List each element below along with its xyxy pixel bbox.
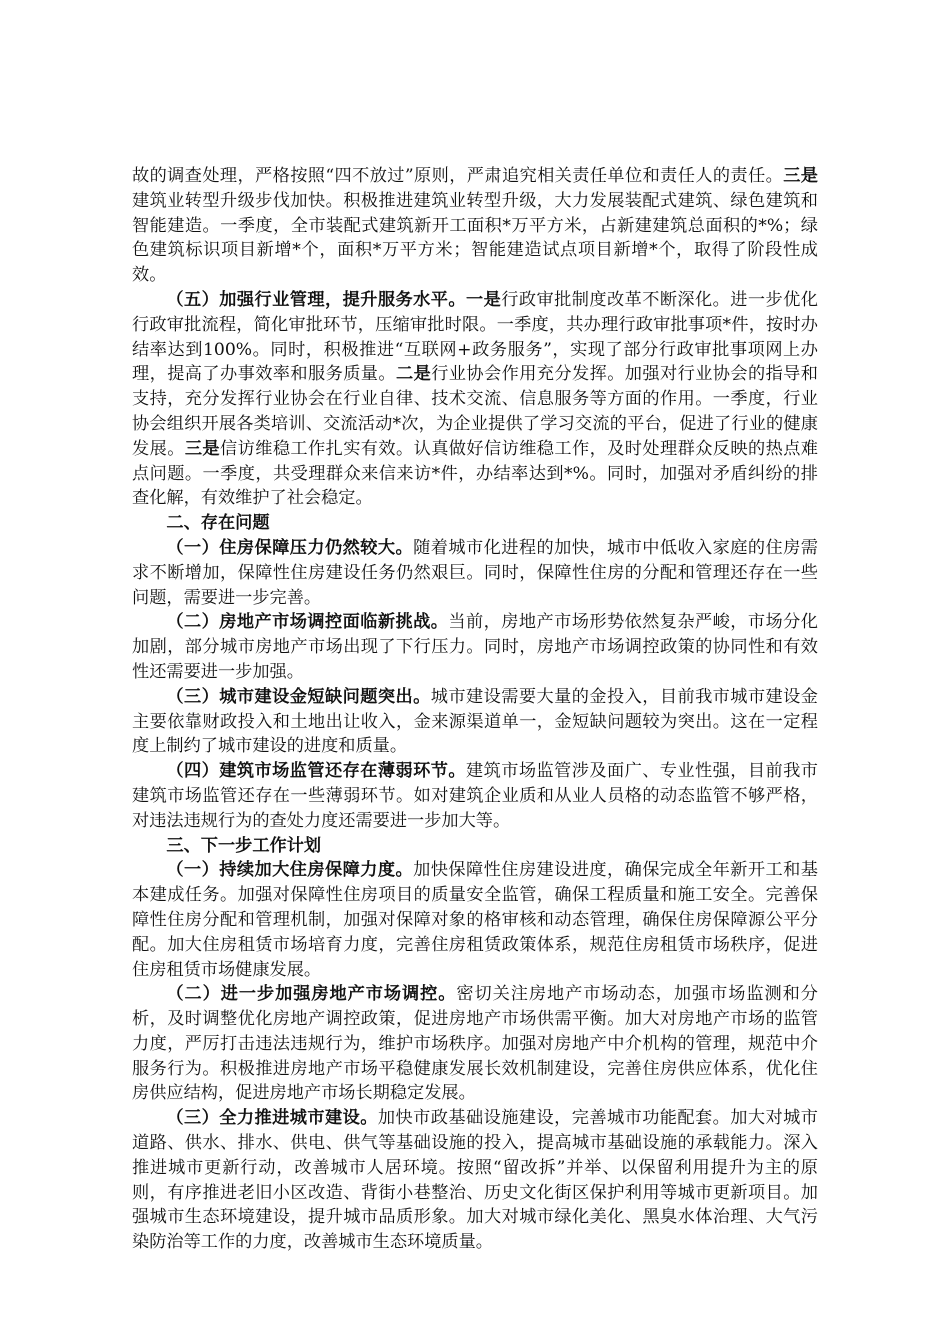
text-run: 随着城市化进程的加快，城市中低收入家庭的住房需求不断增加，保障性住房建设任务仍然艰巨。同时，保障性住房的分配和管理还存在一些问题，需要进一步完善。 <box>132 537 818 608</box>
text-run-bold: 三是 <box>184 438 221 459</box>
text-run: 密切关注房地产市场动态，加强市场监测和分析，及时调整优化房地产调控政策，促进房地产市场供需平衡。加大对房地产市场的监管力度，严厉打击违法违规行为，维护市场秩序。加强对房地产中介机构的管理，规范中介服务行为。积极推进房地产市场平稳健康发展长效机制建设，完善住房供应体系，优化住房供应结构，促进房地产市场长期稳定发展。 <box>132 984 818 1104</box>
paragraph-p6 <box>132 759 818 833</box>
text-run: 建筑业转型升级步伐加快。积极推进建筑业转型升级，大力发展装配式建筑、绿色建筑和智能建造。一季度，全市装配式建筑新开工面积*万平方米，占新建建筑总面积的*%；绿色建筑标识项目新增*个，面积*万平方米；智能建造试点项目新增*个，取得了阶段性成效。 <box>132 190 818 286</box>
text-run-bold: （三）城市建设金短缺问题突出。 <box>166 686 431 707</box>
text-run: 加快保障性住房建设进度，确保完成全年新开工和基本建成任务。加强对保障性住房项目的质量安全监管，确保工程质量和施工安全。完善保障性住房分配和管理机制，加强对保障对象的格审核和动态管理，确保住房保障源公平分配。加大住房租赁市场培育力度，完善住房租赁政策体系，规范住房租赁市场秩序，促进住房租赁市场健康发展。 <box>132 860 818 980</box>
paragraph-p7 <box>132 858 818 982</box>
section-heading-next-steps <box>132 834 818 859</box>
text-run-bold: （一）持续加大住房保障力度。 <box>166 860 414 881</box>
text-run-bold: （二）房地产市场调控面临新挑战。 <box>166 612 449 633</box>
heading-text: 三、下一步工作计划 <box>166 835 322 856</box>
section-heading-problems <box>132 511 818 536</box>
paragraph-p4 <box>132 610 818 684</box>
document-page <box>132 164 818 1255</box>
text-run: 城市建设需要大量的金投入，目前我市城市建设金主要依靠财政投入和土地出让收入，金来源渠道单一，金短缺问题较为突出。这在一定程度上制约了城市建设的进度和质量。 <box>132 686 818 757</box>
text-run-bold: （四）建筑市场监管还存在薄弱环节。 <box>166 761 466 782</box>
text-run: 信访维稳工作扎实有效。认真做好信访维稳工作，及时处理群众反映的热点难点问题。一季度，共受理群众来信来访*件，办结率达到*%。同时，加强对矛盾纠纷的排查化解，有效维护了社会稳定。 <box>132 438 818 509</box>
text-run-bold: 一是 <box>465 289 502 310</box>
paragraph-p9 <box>132 1106 818 1255</box>
text-run: 故的调查处理，严格按照“四不放过”原则，严肃追究相关责任单位和责任人的责任。 <box>132 166 784 186</box>
paragraph-p8 <box>132 982 818 1106</box>
paragraph-p3 <box>132 536 818 610</box>
text-run-bold: （二）进一步加强房地产市场调控。 <box>166 984 457 1005</box>
paragraph-p2 <box>132 288 818 511</box>
text-run-bold: （三）全力推进城市建设。 <box>166 1108 378 1129</box>
text-run: 当前，房地产市场形势依然复杂严峻，市场分化加剧，部分城市房地产市场出现了下行压力。同时，房地产市场调控政策的协同性和有效性还需要进一步加强。 <box>132 612 818 682</box>
text-run: 行业协会作用充分发挥。加强对行业协会的指导和支持，充分发挥行业协会在行业自律、技术交流、信息服务等方面的作用。一季度，行业协会组织开展各类培训、交流活动*次，为企业提供了学习交流的平台，促进了行业的健康发展。 <box>132 364 818 459</box>
paragraph-p5 <box>132 685 818 759</box>
text-run: 加快市政基础设施建设，完善城市功能配套。加大对城市道路、供水、排水、供电、供气等基础设施的投入，提高城市基础设施的承载能力。深入推进城市更新行动，改善城市人居环境。按照“留改拆”并举、以保留利用提升为主的原则，有序推进老旧小区改造、背街小巷整治、历史文化街区保护利用等城市更新项目。加强城市生态环境建设，提升城市品质形象。加大对城市绿化美化、黑臭水体治理、大气污染防治等工作的力度，改善城市生态环境质量。 <box>132 1108 818 1253</box>
text-run-bold: 二是 <box>396 364 432 385</box>
text-run-bold: （一）住房保障压力仍然较大。 <box>166 537 414 558</box>
text-run-bold: （五）加强行业管理，提升服务水平。 <box>166 289 466 310</box>
text-run: 建筑市场监管涉及面广、专业性强，目前我市建筑市场监管还存在一些薄弱环节。如对建筑企业质和从业人员格的动态监管不够严格，对违法违规行为的查处力度还需要进一步加大等。 <box>132 761 818 831</box>
heading-text: 二、存在问题 <box>166 513 270 534</box>
text-run: 行政审批制度改革不断深化。进一步优化行政审批流程，简化审批环节，压缩审批时限。一季度，共办理行政审批事项*件，按时办结率达到100%。同时，积极推进“互联网+政务服务”，实现了部分行政审批事项网上办理，提高了办事效率和服务质量。 <box>132 289 818 385</box>
text-run-bold: 三是 <box>783 166 818 186</box>
paragraph-p1 <box>132 164 818 288</box>
